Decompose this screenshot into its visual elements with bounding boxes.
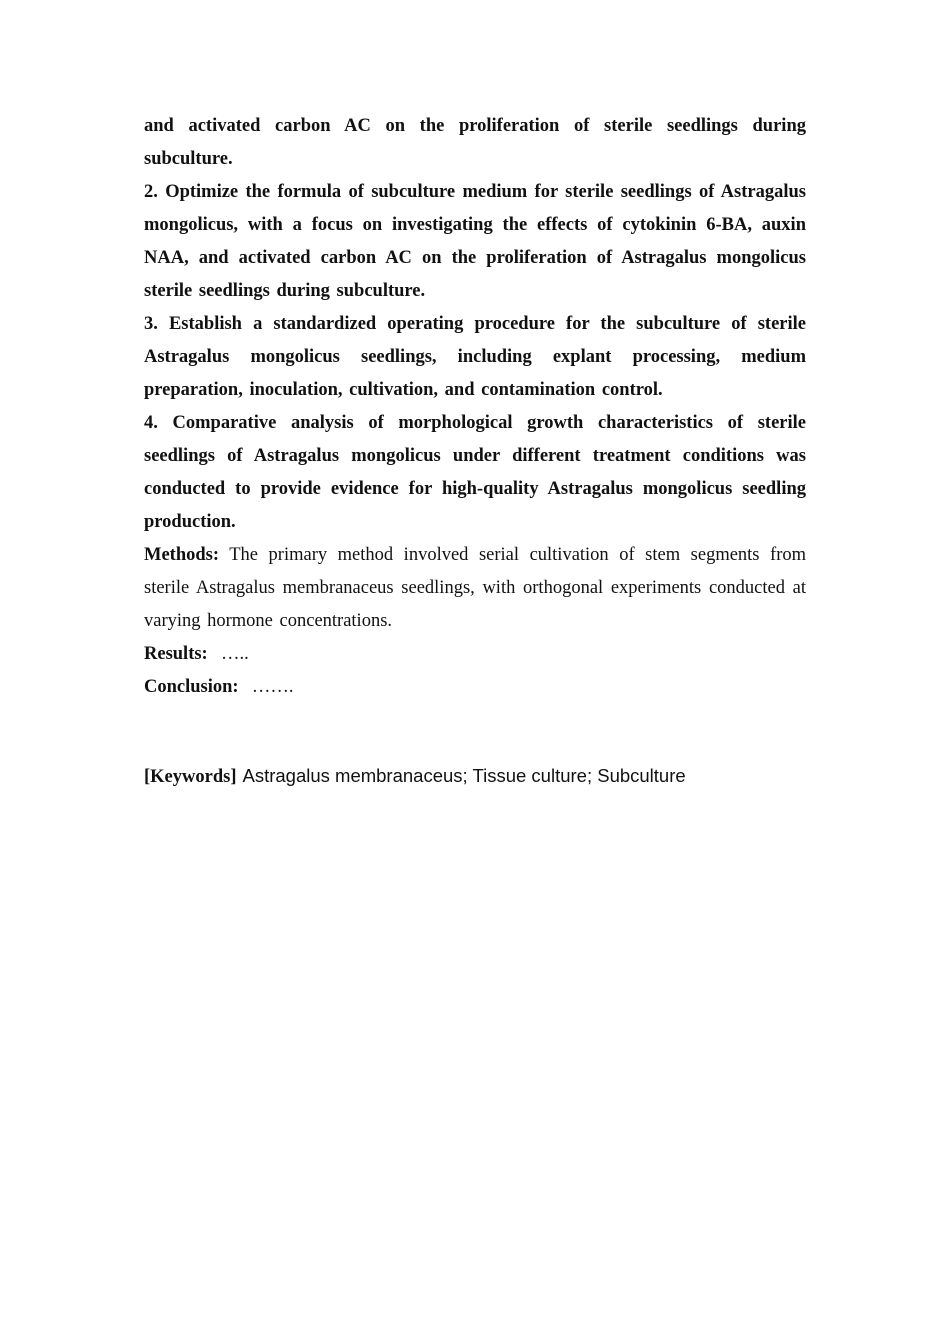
document-page: [144, 110, 806, 794]
conclusion-paragraph: [144, 671, 806, 704]
results-paragraph: [144, 638, 806, 671]
results-text: …..: [220, 644, 249, 664]
objective-item-2: 2. Optimize the formula of subculture medium for sterile seedlings of Astragalus mongolicus, with a focus on investigating the effects of cytokinin 6-BA, auxin NAA, and activated carbon AC on the proliferation of Astragalus mongolicus sterile seedlings during subculture.: [144, 182, 806, 301]
objective-item-3: 3. Establish a standardized operating procedure for the subculture of sterile Astragalus mongolicus seedlings, including explant processing, medium preparation, inoculation, cultivation, and contamination control.: [144, 314, 806, 400]
keywords-label: [Keywords]: [144, 767, 237, 787]
objective-continuation: and activated carbon AC on the proliferation of sterile seedlings during subculture.: [144, 116, 806, 169]
keywords-text: Astragalus membranaceus; Tissue culture; Subculture: [242, 765, 686, 786]
objective-item-4: 4. Comparative analysis of morphological growth characteristics of sterile seedlings of Astragalus mongolicus under different treatment conditions was conducted to provide evidence for high-quality Astragalus mongolicus seedling production.: [144, 413, 806, 532]
conclusion-text: …….: [251, 677, 294, 697]
results-label: Results:: [144, 644, 208, 664]
keywords-line: [144, 759, 806, 794]
conclusion-label: Conclusion:: [144, 677, 239, 697]
methods-label: Methods:: [144, 545, 220, 565]
methods-text: The primary method involved serial cultivation of stem segments from sterile Astragalus membranaceus seedlings, with orthogonal experiments conducted at varying hormone concentrations.: [144, 545, 807, 631]
methods-paragraph: [144, 539, 806, 638]
